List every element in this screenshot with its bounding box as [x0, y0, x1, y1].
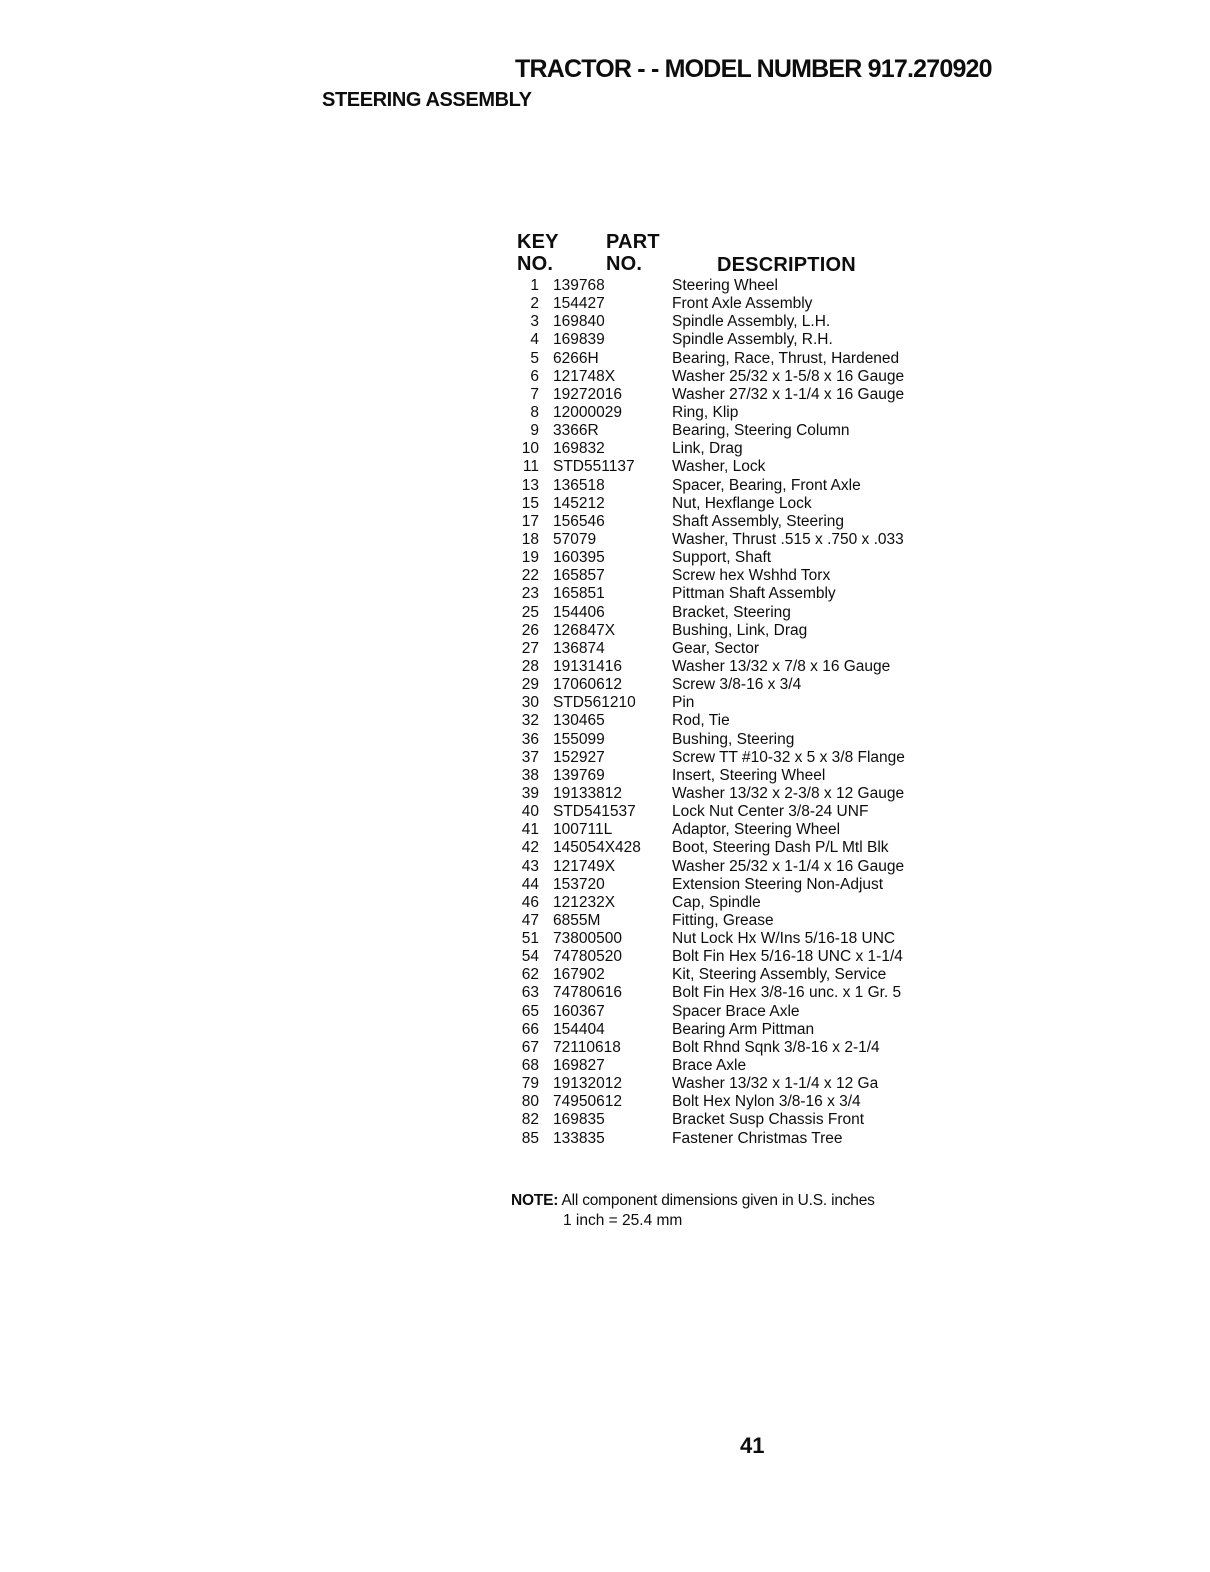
note-label: NOTE:: [511, 1192, 559, 1209]
part-description: Gear, Sector: [672, 639, 760, 657]
part-number: 133835: [553, 1129, 605, 1147]
key-number: 80: [521, 1093, 539, 1111]
key-number: 3: [530, 313, 539, 331]
table-row: [510, 1021, 990, 1039]
part-number: 6266H: [553, 349, 599, 367]
key-number: 42: [521, 839, 539, 857]
part-number: 121749X: [553, 857, 616, 875]
note-text: All component dimensions given in U.S. inches: [558, 1192, 875, 1209]
key-number: 29: [521, 676, 539, 694]
key-number: 18: [521, 530, 539, 548]
part-description: Washer, Lock: [672, 458, 766, 476]
table-row: [510, 984, 990, 1002]
table-row: [510, 821, 990, 839]
part-number: 121232X: [553, 893, 616, 911]
table-row: [510, 440, 990, 458]
part-number: 169835: [553, 1111, 605, 1129]
part-number: STD541537: [553, 803, 636, 821]
part-description: Adaptor, Steering Wheel: [672, 821, 841, 839]
part-number: 139768: [553, 277, 605, 294]
key-number: 43: [521, 857, 539, 875]
part-description: Steering Wheel: [672, 277, 778, 294]
part-description: Bracket, Steering: [672, 603, 791, 621]
part-number: 73800500: [553, 930, 622, 948]
table-row: [510, 1093, 990, 1111]
part-number: 145212: [553, 494, 605, 512]
parts-list: [510, 277, 990, 1148]
table-row: [510, 295, 990, 313]
part-description: Screw 3/8-16 x 3/4: [672, 676, 802, 694]
table-row: [510, 894, 990, 912]
table-row: [510, 495, 990, 513]
table-row: [510, 858, 990, 876]
key-number: 66: [521, 1020, 539, 1038]
table-row: [510, 404, 990, 422]
table-row: [510, 531, 990, 549]
key-number: 10: [521, 440, 539, 458]
table-row: [510, 676, 990, 694]
key-number: 17: [521, 512, 539, 530]
key-number: 4: [530, 331, 539, 349]
key-number: 9: [530, 422, 539, 440]
part-number: 3366R: [553, 422, 599, 440]
part-description: Spindle Assembly, R.H.: [672, 331, 833, 349]
key-number: 23: [521, 585, 539, 603]
part-number: 121748X: [553, 367, 616, 385]
part-description: Spacer, Bearing, Front Axle: [672, 476, 861, 494]
header-part-top: PART: [606, 231, 660, 253]
part-number: 154406: [553, 603, 605, 621]
part-number: 152927: [553, 748, 605, 766]
part-number: 6855M: [553, 911, 601, 929]
key-number: 6: [530, 367, 539, 385]
table-row: [510, 567, 990, 585]
part-description: Pin: [672, 694, 695, 712]
table-row: [510, 331, 990, 349]
header-key-bottom: NO.: [517, 253, 554, 275]
part-number: 153720: [553, 875, 605, 893]
header-part-bottom: NO.: [606, 253, 643, 275]
table-row: [510, 604, 990, 622]
key-number: 11: [522, 458, 539, 476]
key-number: 13: [521, 476, 539, 494]
part-number: 19272016: [553, 385, 622, 403]
part-number: 167902: [553, 966, 605, 984]
part-number: 156546: [553, 512, 605, 530]
table-row: [510, 386, 990, 404]
table-row: [510, 622, 990, 640]
table-row: [510, 422, 990, 440]
table-row: [510, 368, 990, 386]
table-row: [510, 1003, 990, 1021]
table-row: [510, 785, 990, 803]
key-number: 30: [521, 694, 539, 712]
part-description: Bearing, Steering Column: [672, 422, 850, 440]
part-number: 155099: [553, 730, 605, 748]
section-title: STEERING ASSEMBLY: [322, 89, 532, 111]
part-number: 57079: [553, 530, 597, 548]
part-description: Washer 25/32 x 1-5/8 x 16 Gauge: [672, 367, 905, 385]
part-description: Spacer Brace Axle: [672, 1002, 800, 1020]
key-number: 7: [530, 385, 539, 403]
table-row: [510, 313, 990, 331]
header-key-top: KEY: [517, 231, 559, 253]
part-description: Washer, Thrust .515 x .750 x .033: [672, 530, 904, 548]
table-row: [510, 513, 990, 531]
part-description: Washer 13/32 x 1-1/4 x 12 Ga: [672, 1075, 879, 1093]
part-number: 169839: [553, 331, 605, 349]
part-description: Spindle Assembly, L.H.: [672, 313, 831, 331]
key-number: 85: [521, 1129, 539, 1147]
part-description: Nut, Hexflange Lock: [672, 494, 812, 512]
key-number: 2: [530, 295, 539, 313]
page-title: TRACTOR - - MODEL NUMBER 917.270920: [515, 55, 992, 83]
table-row: [510, 948, 990, 966]
key-number: 25: [521, 603, 539, 621]
key-number: 51: [521, 930, 539, 948]
key-number: 62: [521, 966, 539, 984]
part-number: 19132012: [553, 1075, 622, 1093]
part-description: Extension Steering Non-Adjust: [672, 875, 884, 893]
part-description: Rod, Tie: [672, 712, 730, 730]
key-number: 37: [521, 748, 539, 766]
part-description: Fastener Christmas Tree: [672, 1129, 843, 1147]
key-number: 44: [521, 875, 539, 893]
part-description: Washer 27/32 x 1-1/4 x 16 Gauge: [672, 385, 905, 403]
table-row: [510, 549, 990, 567]
table-row: [510, 585, 990, 603]
key-number: 32: [521, 712, 539, 730]
part-number: 12000029: [553, 403, 622, 421]
part-description: Bushing, Link, Drag: [672, 621, 808, 639]
part-description: Bearing Arm Pittman: [672, 1020, 815, 1038]
part-number: 160395: [553, 549, 605, 567]
key-number: 15: [521, 494, 539, 512]
part-description: Lock Nut Center 3/8-24 UNF: [672, 803, 869, 821]
part-description: Shaft Assembly, Steering: [672, 512, 845, 530]
table-row: [510, 767, 990, 785]
page-number: 41: [740, 1433, 765, 1458]
table-row: [510, 640, 990, 658]
key-number: 63: [521, 984, 539, 1002]
part-description: Washer 13/32 x 2-3/8 x 12 Gauge: [672, 784, 905, 802]
part-number: 160367: [553, 1002, 605, 1020]
part-number: 165851: [553, 585, 605, 603]
part-description: Bushing, Steering: [672, 730, 795, 748]
table-row: [510, 803, 990, 821]
key-number: 39: [521, 784, 539, 802]
note-conversion: 1 inch = 25.4 mm: [563, 1212, 683, 1229]
table-row: [510, 694, 990, 712]
key-number: 65: [521, 1002, 539, 1020]
table-row: [510, 458, 990, 476]
key-number: 54: [521, 948, 539, 966]
part-description: Link, Drag: [672, 440, 743, 458]
table-row: [510, 1057, 990, 1075]
part-number: 169840: [553, 313, 605, 331]
key-number: 38: [521, 766, 539, 784]
table-row: [510, 876, 990, 894]
key-number: 26: [521, 621, 539, 639]
table-row: [510, 731, 990, 749]
part-number: 154404: [553, 1020, 605, 1038]
part-number: 74780520: [553, 948, 622, 966]
key-number: 82: [521, 1111, 539, 1129]
part-description: Bolt Fin Hex 5/16-18 UNC x 1-1/4: [672, 948, 903, 966]
key-number: 79: [521, 1075, 539, 1093]
part-number: 169832: [553, 440, 605, 458]
table-row: [510, 1111, 990, 1129]
part-description: Brace Axle: [672, 1057, 747, 1075]
table-row: [510, 477, 990, 495]
part-number: 19131416: [553, 657, 622, 675]
table-row: [510, 966, 990, 984]
table-row: [510, 749, 990, 767]
part-description: Bolt Fin Hex 3/8-16 unc. x 1 Gr. 5: [672, 984, 902, 1002]
table-row: [510, 277, 990, 295]
header-description: DESCRIPTION: [717, 254, 856, 276]
part-number: 19133812: [553, 784, 622, 802]
key-number: 19: [521, 549, 539, 567]
part-description: Fitting, Grease: [672, 911, 774, 929]
table-row: [510, 930, 990, 948]
part-description: Screw hex Wshhd Torx: [672, 567, 831, 585]
part-description: Screw TT #10-32 x 5 x 3/8 Flange: [672, 748, 905, 766]
table-row: [510, 1130, 990, 1148]
table-row: [510, 1039, 990, 1057]
table-row: [510, 350, 990, 368]
part-number: 154427: [553, 295, 605, 313]
table-row: [510, 712, 990, 730]
key-number: 47: [521, 911, 539, 929]
key-number: 41: [521, 821, 539, 839]
key-number: 68: [521, 1057, 539, 1075]
part-number: 136518: [553, 476, 605, 494]
key-number: 8: [530, 403, 539, 421]
part-description: Bearing, Race, Thrust, Hardened: [672, 349, 900, 367]
part-number: STD551137: [553, 458, 635, 476]
key-number: 28: [521, 657, 539, 675]
part-number: 74950612: [553, 1093, 622, 1111]
part-description: Washer 13/32 x 7/8 x 16 Gauge: [672, 657, 891, 675]
part-number: 74780616: [553, 984, 622, 1002]
part-description: Front Axle Assembly: [672, 295, 813, 313]
part-description: Washer 25/32 x 1-1/4 x 16 Gauge: [672, 857, 905, 875]
part-number: 145054X428: [553, 839, 641, 857]
part-number: 139769: [553, 766, 605, 784]
part-number: 165857: [553, 567, 605, 585]
part-description: Support, Shaft: [672, 549, 772, 567]
table-row: [510, 1075, 990, 1093]
key-number: 22: [521, 567, 539, 585]
part-description: Bracket Susp Chassis Front: [672, 1111, 865, 1129]
part-number: 130465: [553, 712, 605, 730]
table-row: [510, 839, 990, 857]
part-description: Cap, Spindle: [672, 893, 761, 911]
part-number: 136874: [553, 639, 605, 657]
part-number: 126847X: [553, 621, 616, 639]
key-number: 46: [521, 893, 539, 911]
table-row: [510, 912, 990, 930]
key-number: 27: [521, 639, 539, 657]
part-description: Nut Lock Hx W/Ins 5/16-18 UNC: [672, 930, 896, 948]
part-description: Kit, Steering Assembly, Service: [672, 966, 887, 984]
part-number: 100711L: [553, 821, 613, 839]
part-description: Pittman Shaft Assembly: [672, 585, 836, 603]
part-description: Boot, Steering Dash P/L Mtl Blk: [672, 839, 889, 857]
part-number: 72110618: [553, 1038, 621, 1056]
key-number: 67: [521, 1038, 539, 1056]
key-number: 1: [530, 277, 539, 294]
part-number: 17060612: [553, 676, 622, 694]
table-row: [510, 658, 990, 676]
part-description: Insert, Steering Wheel: [672, 766, 826, 784]
key-number: 40: [521, 803, 539, 821]
note: [511, 1191, 875, 1211]
key-number: 36: [521, 730, 539, 748]
part-number: 169827: [553, 1057, 605, 1075]
part-description: Bolt Rhnd Sqnk 3/8-16 x 2-1/4: [672, 1038, 880, 1056]
key-number: 5: [530, 349, 539, 367]
part-description: Bolt Hex Nylon 3/8-16 x 3/4: [672, 1093, 861, 1111]
part-description: Ring, Klip: [672, 403, 739, 421]
part-number: STD561210: [553, 694, 636, 712]
